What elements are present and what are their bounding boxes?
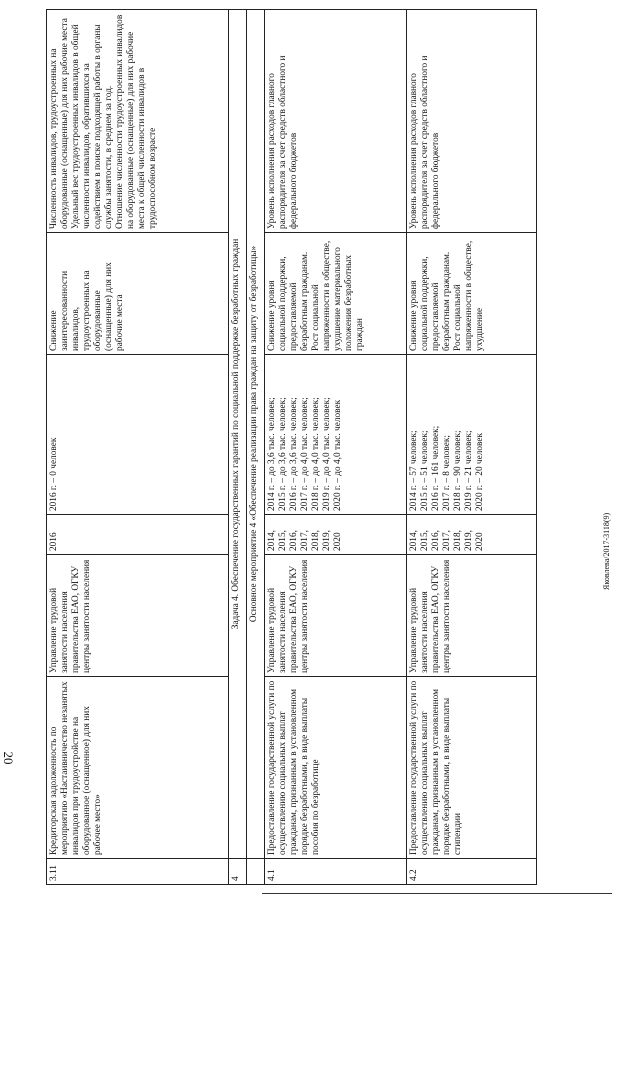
- activity-executor: Управление трудовой занятости населения правительства ЕАО, ОГКУ центры занятости населения: [265, 555, 407, 677]
- table-row: [265, 10, 407, 885]
- activity-name: Предоставление государственной услуги по осуществлению социальных выплат гражданам, признанным в установленном порядке безработными, в виде выплаты пособия по безработице: [265, 677, 407, 859]
- bottom-rule: [262, 893, 612, 894]
- activity-indicator: 2014 г. – 57 человек; 2015 г. – 51 человек; 2016 г. – 161 человек; 2017 г. – 8 человек; 2018 г. – 90 человек; 2019 г. – 21 человек; 2020 г. – 20 человек: [407, 355, 537, 515]
- program-activities-table: [46, 9, 537, 885]
- activity-executor: Управление трудовой занятости населения правительства ЕАО, ОГКУ центры занятости населения: [47, 555, 229, 677]
- activity-result: Снижение заинтересованности инвалидов, трудоустроенных на оборудованные (оснащенные) для них рабочие места: [47, 233, 229, 355]
- activity-targets: Уровень исполнения расходов главного распорядителя за счет средств областного и федерального бюджетов: [407, 10, 537, 233]
- activity-result: Снижение уровня социальной поддержки, предоставляемой безработным гражданам. Рост социальной напряженности в обществе, ухудшение материального положения безработных граждан: [265, 233, 407, 355]
- page-number: 20: [1, 751, 16, 765]
- table-row: [47, 10, 229, 885]
- footer-code: Яковлева/2017-3118(9): [602, 512, 611, 590]
- row-number: 3.11: [47, 859, 229, 885]
- activity-indicator: 2014 г. – до 3,6 тыс. человек; 2015 г. – до 3,6 тыс. человек; 2016 г. – до 3,6 тыс. человек; 2017 г. – до 4,0 тыс. человек; 2018 г. – до 4,0 тыс. человек; 2019 г. – до 4,0 тыс. человек; 2020 г. – до 4,0 тыс. человек: [265, 355, 407, 515]
- program-table-rotated: [46, 10, 606, 885]
- task-number: 4: [229, 859, 247, 885]
- activity-name: Кредиторская задолженность по мероприятию «Настаивничество незанятых инвалидов при трудоустройстве на оборудованное (оснащенное) для них рабочее место»: [47, 677, 229, 859]
- activity-name: Предоставление государственной услуги по осуществлению социальных выплат гражданам, признанным в установленном порядке безработными, в виде выплаты стипендии: [407, 677, 537, 859]
- row-number: 4.2: [407, 859, 537, 885]
- activity-years: 2016: [47, 515, 229, 555]
- activity-years: 2014, 2015, 2016, 2017, 2018, 2019, 2020: [407, 515, 537, 555]
- main-activity-row: [247, 10, 265, 885]
- main-activity-title: Основное мероприятие 4 «Обеспечение реализации права граждан на защиту от безработицы»: [247, 10, 265, 859]
- task-title: Задача 4. Обеспечение государственных гарантий по социальной поддержке безработных граждан: [229, 10, 247, 859]
- activity-result: Снижение уровня социальной поддержки, предоставляемой безработным гражданам. Рост социальной напряженности в обществе, ухудшение: [407, 233, 537, 355]
- activity-executor: Управление трудовой занятости населения правительства ЕАО, ОГКУ центры занятости населения: [407, 555, 537, 677]
- activity-targets: Численность инвалидов, трудоустроенных на оборудованные (оснащенные) для них рабочие места Удельный вес трудоустроенных инвалидов в общей численности инвалидов, обратившихся за содействием в поиске подходящей работы в органы службы занятости, в среднем за год. Отношение численности трудоустроенных инвалидов на оборудованные (оснащенные) для них рабочие места к общей численности инвалидов в трудоспособном возрасте: [47, 10, 229, 233]
- activity-targets: Уровень исполнения расходов главного распорядителя за счет средств областного и федерального бюджетов: [265, 10, 407, 233]
- activity-indicator: 2016 г. – 0 человек: [47, 355, 229, 515]
- task-row: [229, 10, 247, 885]
- activity-years: 2014, 2015, 2016, 2017, 2018, 2019, 2020: [265, 515, 407, 555]
- main-activity-number-cell: [247, 859, 265, 885]
- row-number: 4.1: [265, 859, 407, 885]
- table-row: [407, 10, 537, 885]
